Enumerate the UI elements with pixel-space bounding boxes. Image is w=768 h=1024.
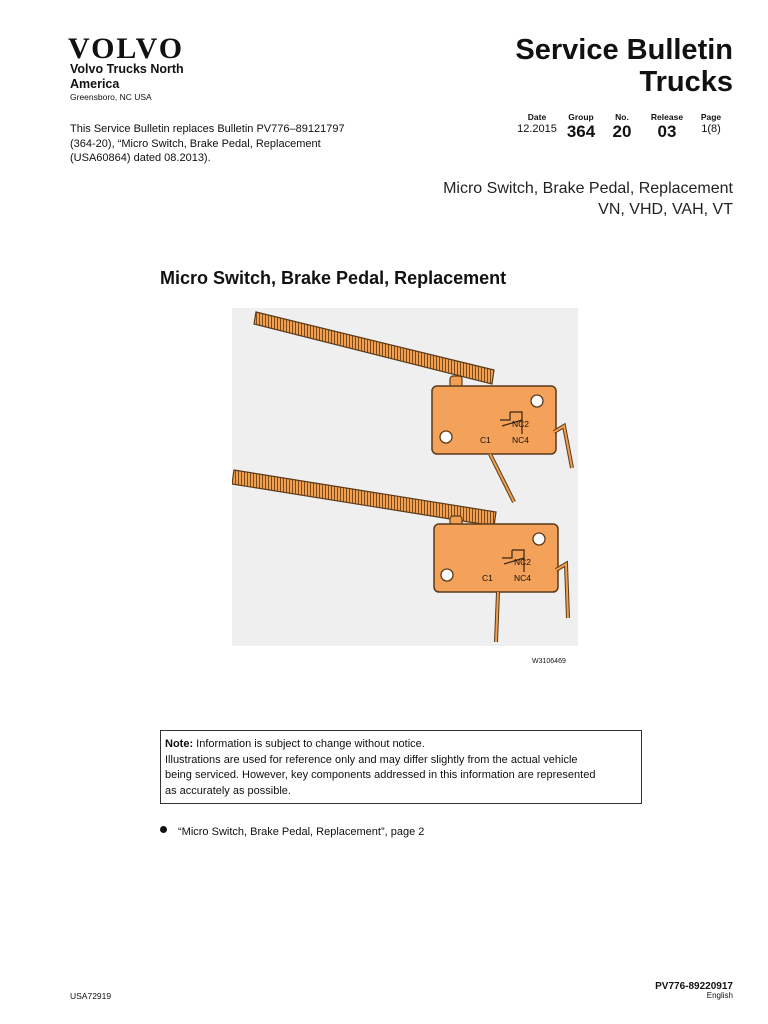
- footer-document-number: PV776-89220917: [655, 981, 733, 992]
- figure-code: W3106469: [532, 658, 566, 665]
- group-value: 364: [566, 122, 596, 141]
- footer-id: USA72919: [70, 991, 112, 1001]
- subject-title: Micro Switch, Brake Pedal, Replacement: [443, 180, 733, 197]
- bullet-icon: [160, 826, 167, 833]
- mounting-hole-icon: [533, 533, 545, 545]
- note-line-1: Information is subject to change without notice.: [193, 738, 425, 750]
- bullet-link[interactable]: “Micro Switch, Brake Pedal, Replacement”, page 2: [178, 826, 425, 838]
- terminal-label-c1: C1: [482, 573, 493, 583]
- micro-switch-top: [254, 312, 572, 502]
- terminal-label-nc4: NC4: [512, 435, 530, 445]
- terminal-label-c1: C1: [480, 435, 491, 445]
- note-content: [165, 737, 635, 799]
- terminal-label-nc2: NC2: [512, 419, 530, 429]
- company-name: Volvo Trucks North America: [70, 62, 184, 91]
- group-label: Group: [568, 112, 594, 122]
- company-location: Greensboro, NC USA: [70, 92, 152, 102]
- bulletin-title: Service Bulletin: [515, 34, 733, 66]
- release-value: 03: [657, 122, 677, 141]
- switch-lever-top: [254, 312, 494, 384]
- micro-switch-bottom: [232, 470, 568, 642]
- note-label: Note:: [165, 738, 194, 750]
- subject-models: VN, VHD, VAH, VT: [598, 201, 733, 218]
- number-value: 20: [612, 122, 632, 141]
- footer-language: English: [706, 991, 733, 1000]
- section-heading: Micro Switch, Brake Pedal, Replacement: [160, 268, 507, 288]
- replaces-notice: This Service Bulletin replaces Bulletin PV776–89121797 (364-20), “Micro Switch, Brake Pedal, Replacement (USA60864) dated 08.2013).: [70, 123, 345, 164]
- micro-switch-illustration: [232, 308, 578, 646]
- date-label: Date: [527, 112, 547, 122]
- release-label: Release: [650, 112, 684, 122]
- terminal-label-nc2: NC2: [514, 557, 532, 567]
- note-line-4: as accurately as possible.: [165, 784, 291, 797]
- mounting-hole-icon: [440, 431, 452, 443]
- terminal-label-nc4: NC4: [514, 573, 532, 583]
- mounting-hole-icon: [531, 395, 543, 407]
- mounting-hole-icon: [441, 569, 453, 581]
- note-line-3: being serviced. However, key components addressed in this information are represented: [165, 769, 596, 781]
- volvo-logo: VOLVO: [68, 32, 185, 65]
- note-line-2: Illustrations are used for reference only and may differ slightly from the actual vehicle: [165, 753, 578, 766]
- page-label: Page: [700, 112, 722, 122]
- bulletin-subtitle: Trucks: [639, 66, 733, 98]
- date-value: 12.2015: [517, 123, 557, 135]
- page-value: 1(8): [701, 123, 721, 135]
- number-label: No.: [615, 112, 629, 122]
